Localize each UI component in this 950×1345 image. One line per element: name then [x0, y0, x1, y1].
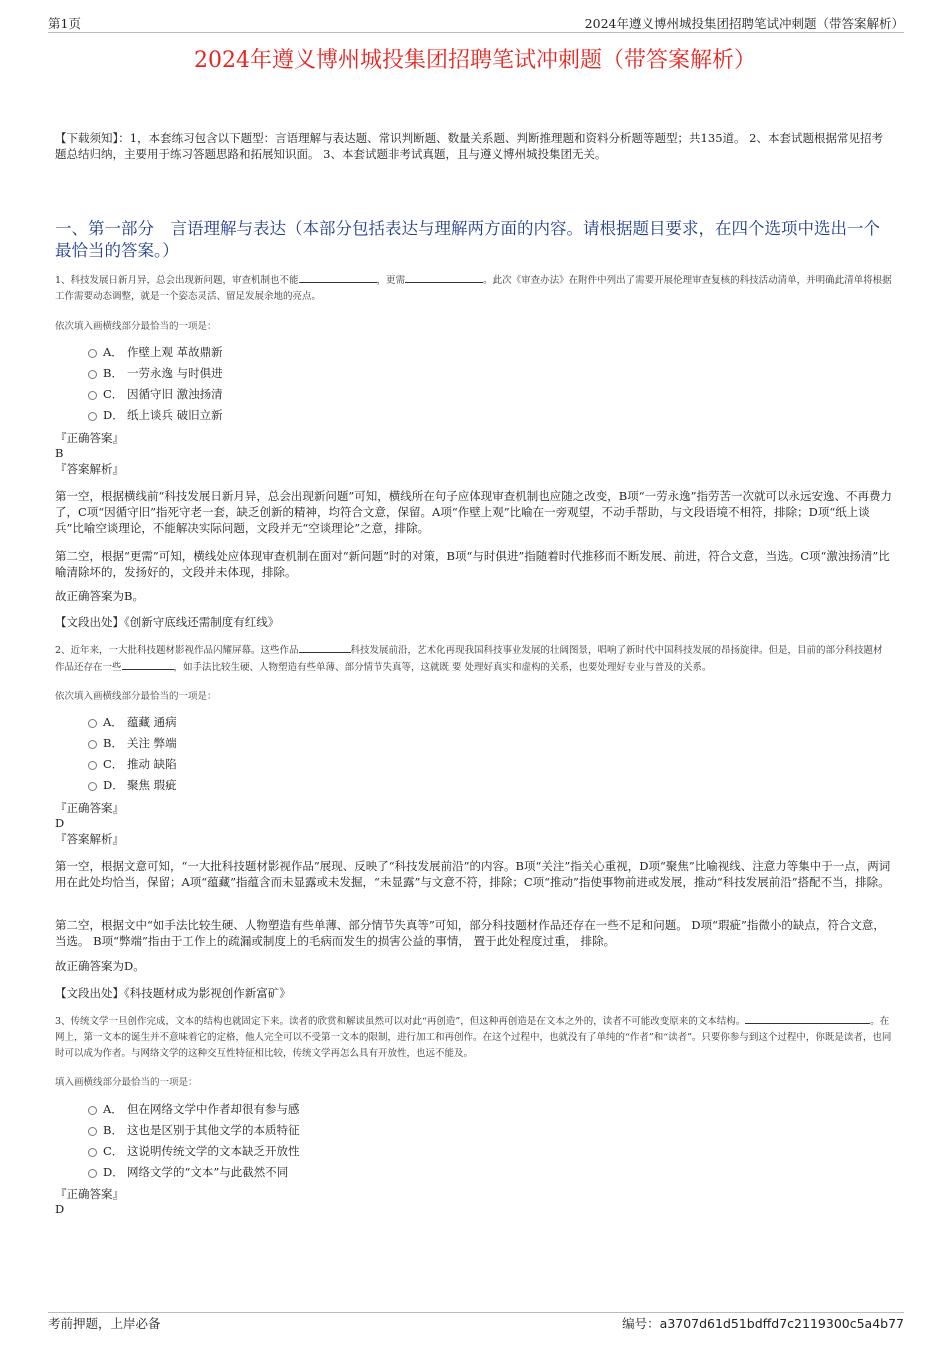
footer-slogan: 考前押题，上岸必备 — [48, 1316, 161, 1331]
download-notice: 【下载须知】：1，本套练习包含以下题型：言语理解与表达题、常识判断题、数量关系题、判断推理题和资料分析题等题型；共135道。 2、本套试题根据常见招考题总结归纳，主要用于练习答题思路和拓展知识面。 3、本套试题非考试真题，且与遵义博州城投集团无关。 — [55, 131, 883, 161]
option-c[interactable]: C． 推动 缺陷 — [88, 754, 177, 775]
blank — [122, 659, 174, 670]
radio-icon[interactable] — [88, 782, 97, 791]
correct-answer: D — [55, 1202, 65, 1216]
radio-icon[interactable] — [88, 370, 97, 379]
source-citation: 【文段出处】《创新守底线还需制度有红线》 — [55, 615, 280, 629]
question-3-prompt: 填入画横线部分最恰当的一项是： — [55, 1077, 198, 1088]
analysis-paragraph: 第一空，根据横线前“科技发展日新月异，总会出现新问题”可知，横线所在句子应体现审查机制也应随之改变，B项“一劳永逸”指劳苦一次就可以永远安逸、不再费力了，C项“因循守旧”指死守老一套，缺乏创新的精神，均符合文意，保留。A项“作壁上观”比喻在一旁观望，不动手帮助，与文段语境不相符，排除；D项“纸上谈兵”比喻空谈理论，不能解决实际问题，文段并无“空谈理论”之意，排除。 — [55, 489, 892, 535]
question-1-stem: 1、科技发展日新月异，总会出现新问题，审查机制也不能 ，更需 。此次《审查办法》在附件中列出了需要开展伦理审查复核的科技活动清单，并明确此清单将根据工作需要动态调整，就是一个姿态灵活、留足发展余地的亮点。 — [55, 272, 892, 305]
radio-icon[interactable] — [88, 349, 97, 358]
correct-answer-label: 『正确答案』 — [55, 1187, 124, 1201]
option-a[interactable]: A． 但在网络文学中作者却很有参与感 — [88, 1099, 300, 1120]
radio-icon[interactable] — [88, 412, 97, 421]
page-header — [48, 12, 904, 33]
source-citation: 【文段出处】《科技题材成为影视创作新富矿》 — [55, 986, 291, 1000]
correct-answer: D — [55, 816, 65, 830]
radio-icon[interactable] — [88, 740, 97, 749]
option-a[interactable]: A． 蕴藏 通病 — [88, 712, 177, 733]
analysis-paragraph: 第一空，根据文意可知，“一大批科技题材影视作品”展现、反映了“科技发展前沿”的内容。B项“关注”指关心重视，D项“聚焦”比喻视线、注意力等集中于一点，两词用在此处均恰当，保留；A项“蕴藏”指蕴含而未显露或未发掘，“未显露”与文意不符，排除；C项“推动”指使事物前进或发展，推动“科技发展前沿”搭配不当，排除。 — [55, 859, 891, 889]
option-c[interactable]: C． 因循守旧 激浊扬清 — [88, 384, 223, 405]
radio-icon[interactable] — [88, 1106, 97, 1115]
radio-icon[interactable] — [88, 1169, 97, 1178]
blank — [745, 1013, 870, 1024]
analysis-paragraph: 第二空，根据文中“如手法比较生硬、人物塑造有些单薄、部分情节失真等”可知，部分科技题材作品还存在一些不足和问题。 D项“瑕疵”指微小的缺点，符合文意，当选。 B项“弊端”指由于工作上的疏漏或制度上的毛病而发生的损害公益的事情， 置于此处程度过重， 排除。 — [55, 918, 885, 948]
radio-icon[interactable] — [88, 391, 97, 400]
analysis-paragraph: 第二空，根据“更需”可知，横线处应体现审查机制在面对“新问题”时的对策，B项“与时俱进”指随着时代推移而不断发展、前进，符合文意，当选。C项“激浊扬清”比喻清除坏的，发扬好的，文段并未体现，排除。 — [55, 549, 890, 579]
analysis-label: 『答案解析』 — [55, 462, 124, 476]
question-2-options — [88, 712, 177, 796]
footer-divider — [48, 1312, 904, 1313]
section-heading: 一、第一部分 言语理解与表达（本部分包括表达与理解两方面的内容。请根据题目要求，在四个选项中选出一个最恰当的答案。） — [55, 219, 880, 260]
question-3-stem: 3、传统文学一旦创作完成，文本的结构也就固定下来。读者的欣赏和解读虽然可以对此“再创造”，但这种再创造是在文本之外的，读者不可能改变原来的文本结构。 。在网上，第一文本的诞生并不意味着它的定格，他人完全可以不受第一文本的限制，进行加工和再创作。在这个过程中，也就没有了单纯的“作者”和“读者”。只要你参与到这个过程中，你既是读者，也同时可以成为作者。与网络文学的这种交互性特征相比较，传统文学再怎么具有开放性，也远不能及。 — [55, 1013, 892, 1062]
option-d[interactable]: D． 聚焦 瑕疵 — [88, 775, 177, 796]
blank — [405, 272, 483, 283]
blank — [299, 272, 377, 283]
question-3-options — [88, 1099, 300, 1183]
option-d[interactable]: D． 网络文学的“文本”与此截然不同 — [88, 1162, 300, 1183]
header-doc-title: 2024年遵义博州城投集团招聘笔试冲刺题（带答案解析） — [584, 16, 904, 31]
radio-icon[interactable] — [88, 1127, 97, 1136]
option-d[interactable]: D． 纸上谈兵 破旧立新 — [88, 405, 223, 426]
option-b[interactable]: B． 这也是区别于其他文学的本质特征 — [88, 1120, 300, 1141]
analysis-conclusion: 故正确答案为D。 — [55, 959, 145, 973]
question-2-prompt: 依次填入画横线部分最恰当的一项是： — [55, 691, 217, 702]
radio-icon[interactable] — [88, 719, 97, 728]
page-number: 第1页 — [48, 16, 81, 31]
footer-code: 编号：a3707d61d51bdffd7c2119300c5a4b77 — [622, 1316, 904, 1331]
radio-icon[interactable] — [88, 1148, 97, 1157]
blank — [299, 642, 351, 653]
option-c[interactable]: C． 这说明传统文学的文本缺乏开放性 — [88, 1141, 300, 1162]
radio-icon[interactable] — [88, 761, 97, 770]
analysis-conclusion: 故正确答案为B。 — [55, 589, 144, 603]
correct-answer: B — [55, 446, 64, 460]
correct-answer-label: 『正确答案』 — [55, 431, 124, 445]
option-b[interactable]: B． 关注 弊端 — [88, 733, 177, 754]
question-2-stem: 2、近年来，一大批科技题材影视作品闪耀屏幕。这些作品 科技发展前沿，艺术化再现我国科技事业发展的壮阔图景，唱响了新时代中国科技发展的昂扬旋律。但是，目前的部分科技题材作品还存在一些 ，如手法比较生硬、人物塑造有些单薄、部分情节失真等，这就既 要 处理好真实和虚构的关系，也要处理好专业与普及的关系。 — [55, 642, 892, 676]
question-1-prompt: 依次填入画横线部分最恰当的一项是： — [55, 321, 217, 332]
analysis-label: 『答案解析』 — [55, 832, 124, 846]
option-a[interactable]: A． 作壁上观 革故鼎新 — [88, 342, 223, 363]
correct-answer-label: 『正确答案』 — [55, 801, 124, 815]
option-b[interactable]: B． 一劳永逸 与时俱进 — [88, 363, 223, 384]
question-1-options — [88, 342, 223, 426]
page-title: 2024年遵义博州城投集团招聘笔试冲刺题（带答案解析） — [194, 48, 756, 73]
